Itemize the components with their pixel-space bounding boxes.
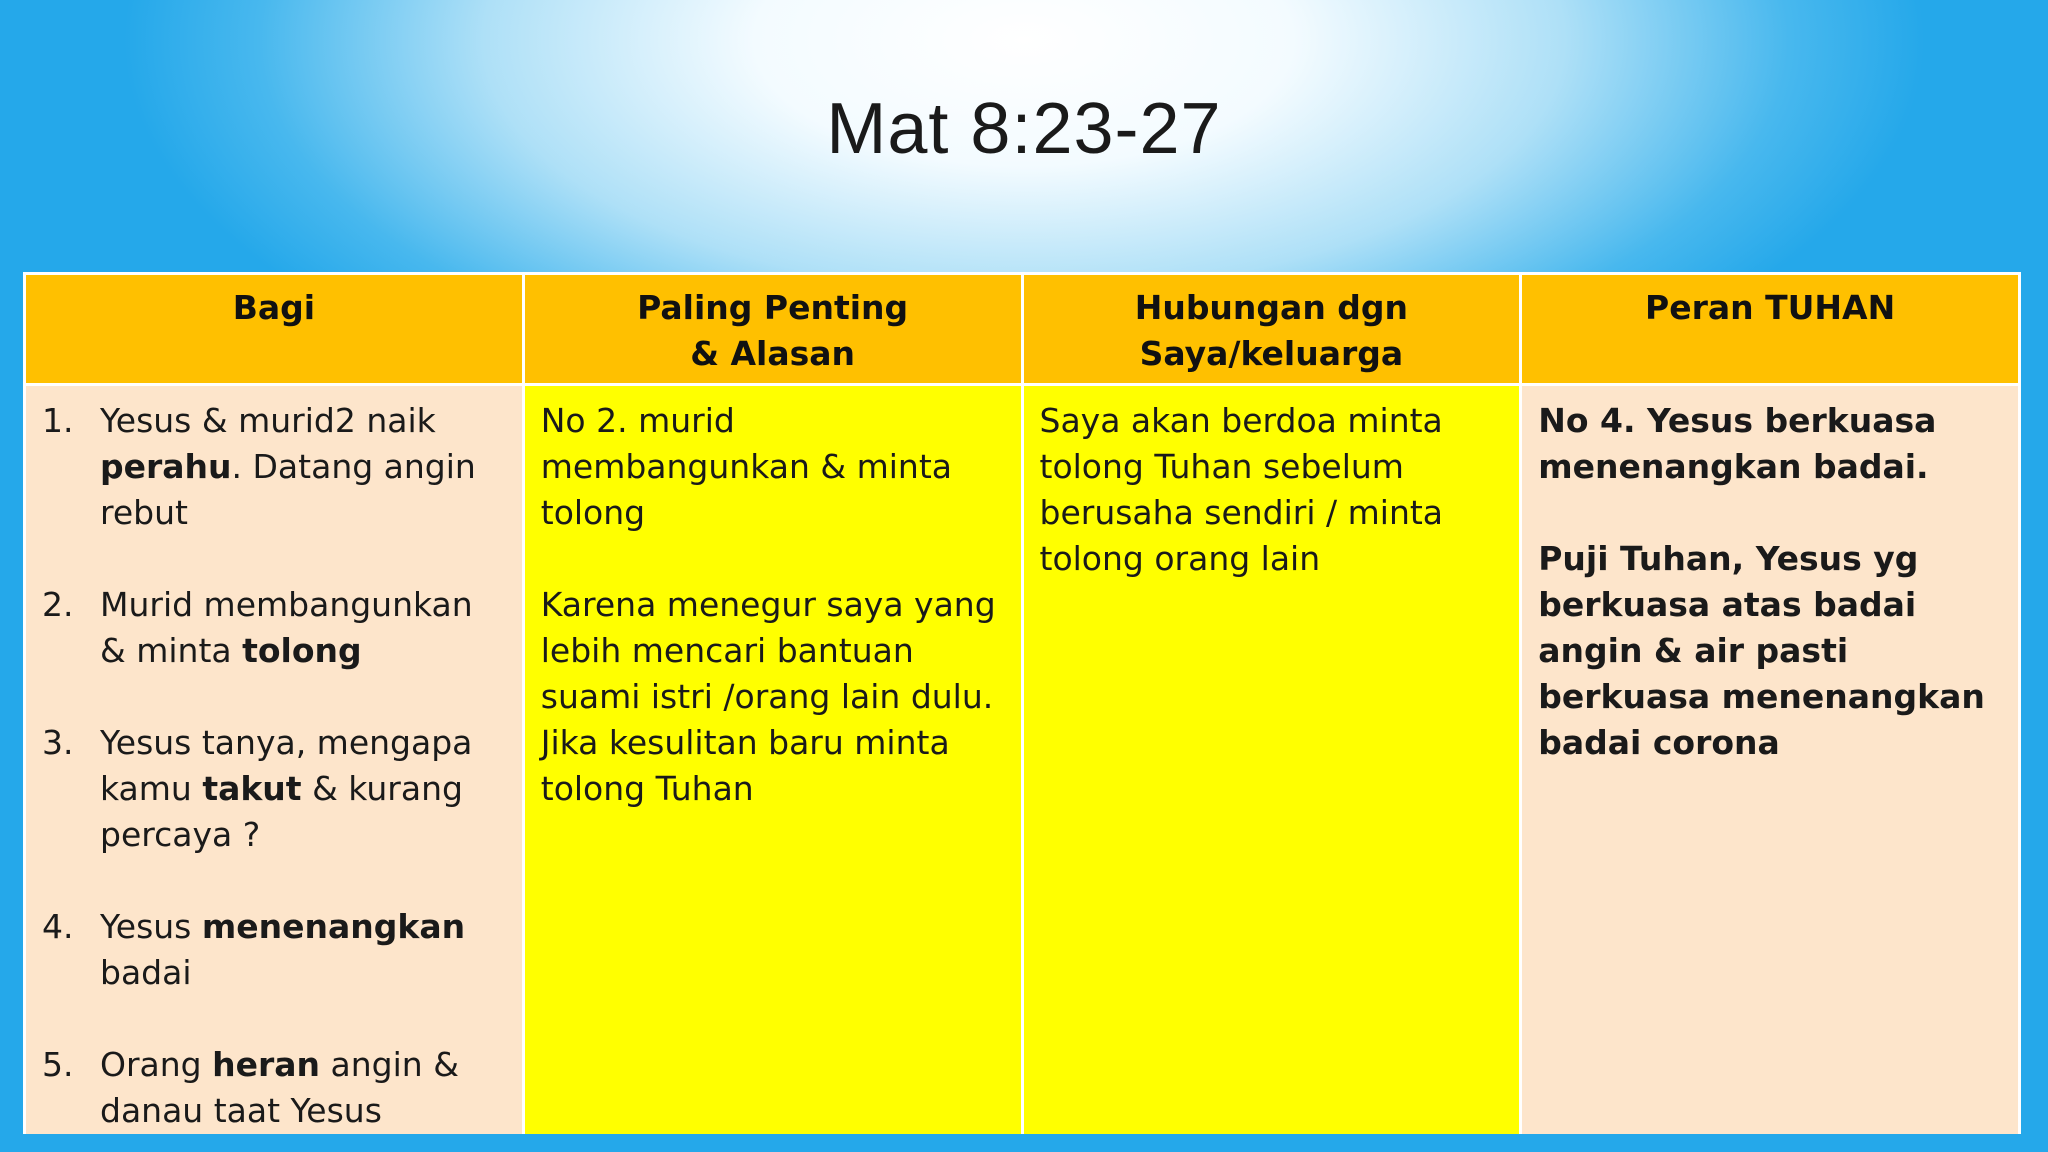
list-item [42,904,506,996]
cell-paling-penting [525,386,1021,1134]
cell-hubungan [1024,386,1520,1134]
list-number: 4. [42,907,74,946]
header-paling-penting-line2: & Alasan [690,334,856,373]
list-text: Yesus & murid2 naik perahu. Datang angin rebut [100,401,476,532]
list-number: 2. [42,585,74,624]
header-bagi-text: Bagi [232,288,316,327]
slide-title: Mat 8:23-27 [826,89,1222,169]
bagi-list [42,398,506,1134]
list-number: 1. [42,401,74,440]
header-hubungan-line1: Hubungan dgn [1134,288,1409,327]
list-item [42,398,506,536]
list-text: Yesus menenangkan badai [100,907,466,992]
peran-tuhan-paragraph: No 4. Yesus berkuasa menenangkan badai. [1538,401,1937,486]
paling-penting-reason: Karena menegur saya yang lebih mencari bantuan suami istri /orang lain dulu. Jika kesulitan baru minta tolong Tuhan [540,585,996,808]
list-item [42,720,506,858]
content-table [23,272,2021,1134]
list-text: Orang heran angin & danau taat Yesus [100,1045,459,1130]
list-text: Yesus tanya, mengapa kamu takut & kurang percaya ? [100,723,473,854]
peran-tuhan-praise: Puji Tuhan, Yesus yg berkuasa atas badai angin & air pasti berkuasa menenangkan badai corona [1538,539,1985,762]
hubungan-text: Saya akan berdoa minta tolong Tuhan sebelum berusaha sendiri / minta tolong orang lain [1039,401,1444,578]
list-text: Murid membangunkan & minta tolong [100,585,473,670]
paling-penting-paragraph: No 2. murid membangunkan & minta tolong [540,401,952,532]
header-paling-penting-line1: Paling Penting [637,288,909,327]
header-peran-tuhan [1522,275,2018,383]
list-item [42,582,506,674]
header-paling-penting [525,275,1021,383]
header-hubungan [1024,275,1520,383]
header-bagi [26,275,522,383]
list-number: 3. [42,723,74,762]
cell-bagi [26,386,522,1134]
list-item [42,1042,506,1134]
header-hubungan-line2: Saya/keluarga [1139,334,1404,373]
cell-peran-tuhan [1522,386,2018,1134]
header-peran-tuhan-text: Peran TUHAN [1645,288,1896,327]
list-number: 5. [42,1045,74,1084]
